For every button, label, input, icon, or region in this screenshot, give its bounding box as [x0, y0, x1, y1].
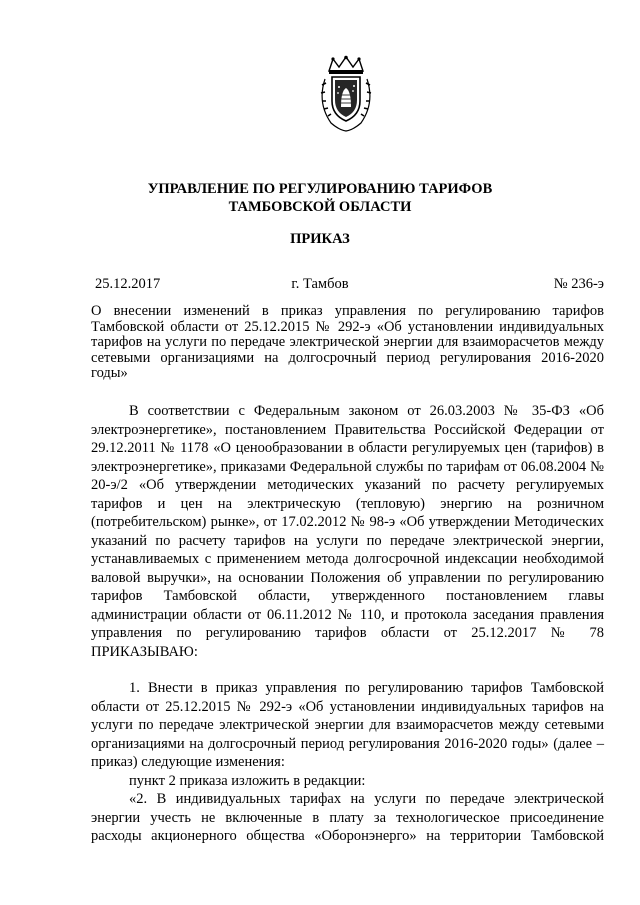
order-body — [91, 402, 604, 846]
organization-name: УПРАВЛЕНИЕ ПО РЕГУЛИРОВАНИЮ ТАРИФОВ — [147, 181, 493, 197]
body-paragraph-amendment-text: «2. В индивидуальных тарифах на услуги по передаче электрической энергии учесть не включенные в плату за технологическое присоединение расходы акционерного общества «Оборонэнерго» на территории Тамбовской — [91, 791, 604, 844]
body-paragraph-item-1: 1. Внести в приказ управления по регулированию тарифов Тамбовской области от 25.12.2015 № 292-э «Об установлении индивидуальных тарифов на услуги по передаче электрической энергии для взаиморасчетов между сетевыми организациями на долгосрочный период регулирования 2016-2020 годы» (далее – приказ) следующие изменения: — [91, 680, 604, 770]
document-type: ПРИКАЗ — [290, 231, 350, 247]
body-paragraph-preamble: В соответствии с Федеральным законом от 26.03.2003 № 35-ФЗ «Об электроэнергетике», постановлением Правительства Российской Федерации от 29.12.2011 № 1178 «О ценообразовании в области регулируемых цен (тарифов) в электроэнергетике», приказами Федеральной службы по тарифам от 06.08.2004 № 20-э/2 «Об утверждении методических указаний по расчету регулируемых тарифов и цен на электрическую (тепловую) энергию на розничном (потребительском) рынке», от 17.02.2012 № 98-э «Об утверждении Методических указаний по расчету тарифов на услуги по передаче электрической энергии, устанавливаемых с применением метода долгосрочной индексации необходимой валовой выручки», на основании Положения об управлении по регулированию тарифов Тамбовской области, утвержденного постановлением главы администрации области от 06.11.2012 № 110, и протокола заседания правления управления по регулированию тарифов области от 25.12.2017 № 78 ПРИКАЗЫВАЮ: — [91, 403, 604, 660]
body-paragraph-amendment-intro: пункт 2 приказа изложить в редакции: — [129, 772, 366, 789]
coat-of-arms-icon — [317, 55, 375, 133]
organization-region: ТАМБОВСКОЙ ОБЛАСТИ — [228, 199, 412, 215]
order-subject: О внесении изменений в приказ управления по регулированию тарифов Тамбовской области от 25.12.2015 № 292-э «Об установлении индивидуальных тарифов на услуги по передаче электрической энергии для взаиморасчетов между сетевыми организациями на долгосрочный период регулирования 2016-2020 годы» — [91, 303, 604, 381]
order-date: 25.12.2017 — [95, 276, 161, 292]
order-city: г. Тамбов — [291, 276, 349, 292]
order-number: № 236-э — [553, 276, 604, 292]
